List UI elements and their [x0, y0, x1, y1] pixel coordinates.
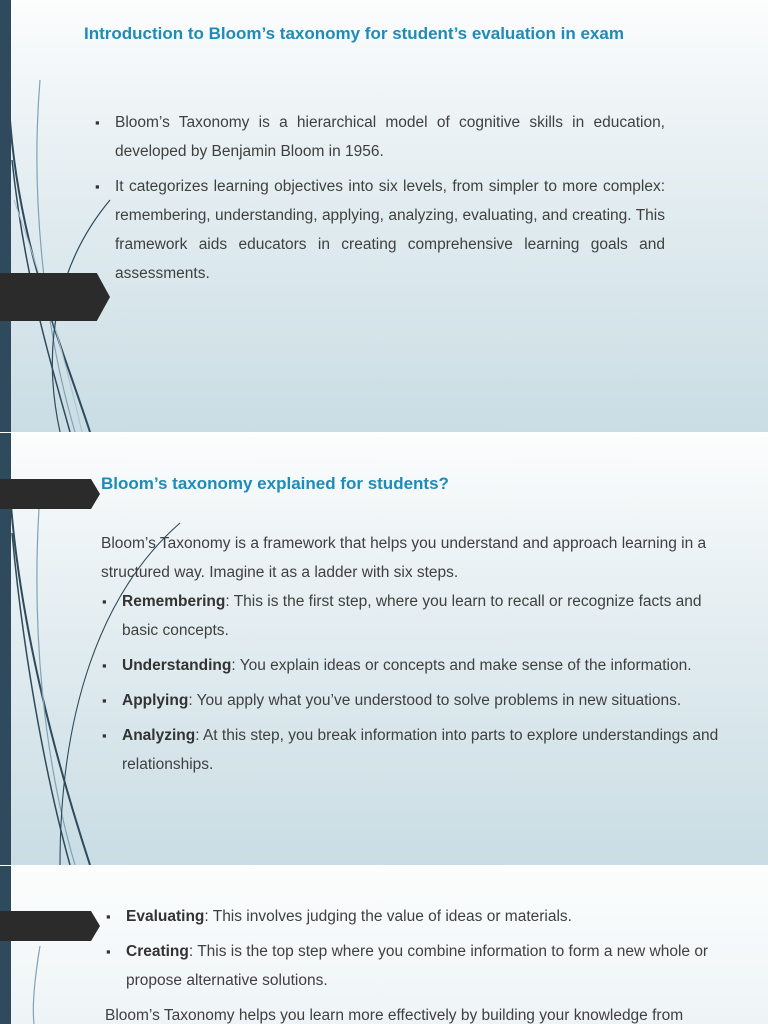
- slide-marker-tag: [0, 911, 100, 941]
- term-description: : At this step, you break information into parts to explore understandings and relationships.: [122, 727, 719, 773]
- list-item: [126, 937, 726, 995]
- list-item: [122, 587, 722, 645]
- term-label: Analyzing: [122, 727, 196, 744]
- term-description: : You apply what you’ve understood to solve problems in new situations.: [188, 692, 682, 709]
- decorative-swirl: [0, 866, 60, 1024]
- term-label: Evaluating: [126, 908, 205, 925]
- bullet-item: ▪ Bloom’s Taxonomy is a hierarchical model of cognitive skills in education, developed by Benjamin Bloom in 1956.: [115, 108, 665, 166]
- term-label: Remembering: [122, 593, 226, 610]
- slide-3: [0, 866, 768, 1024]
- slide-2-title: Bloom’s taxonomy explained for students?: [101, 474, 449, 493]
- term-description: : This is the top step where you combine information to form a new whole or propose alternative solutions.: [126, 943, 709, 989]
- list-item: [122, 651, 722, 680]
- term-label: Applying: [122, 692, 189, 709]
- bullet-item: ▪ It categorizes learning objectives into six levels, from simpler to more complex: remembering, understanding, applying, analyzing, evaluating, and creating. This framework aids educators in creating comprehensive learning goals and assessments.: [115, 172, 665, 288]
- slide-marker-tag: [0, 273, 110, 321]
- list-item: [122, 686, 722, 715]
- term-description: : You explain ideas or concepts and make sense of the information.: [231, 657, 692, 674]
- list-item: [126, 902, 726, 931]
- term-description: : This involves judging the value of ideas or materials.: [204, 908, 572, 925]
- slide-3-list: [126, 902, 726, 1001]
- slide-1: [0, 0, 768, 432]
- slide-1-title: Introduction to Bloom’s taxonomy for student’s evaluation in exam: [84, 24, 624, 43]
- slide-marker-tag: [0, 479, 100, 509]
- slide-1-body: [115, 108, 665, 294]
- slide-2-intro: Bloom’s Taxonomy is a framework that helps you understand and approach learning in a structured way. Imagine it as a ladder with six steps.: [101, 535, 707, 581]
- slide-2-list: [122, 587, 722, 785]
- slide-3-closing: Bloom’s Taxonomy helps you learn more effectively by building your knowledge from: [105, 1007, 684, 1024]
- term-description: : This is the first step, where you learn to recall or recognize facts and basic concepts.: [122, 593, 702, 639]
- term-label: Understanding: [122, 657, 232, 674]
- decorative-swirl: [0, 0, 120, 432]
- slide-2: [0, 433, 768, 865]
- list-item: [122, 721, 722, 779]
- term-label: Creating: [126, 943, 189, 960]
